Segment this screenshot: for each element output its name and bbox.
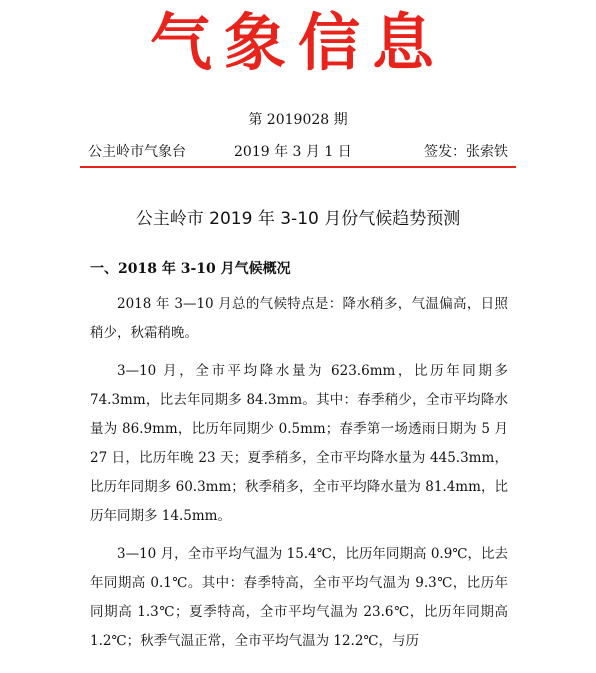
red-divider [80,166,516,168]
masthead-title: 气象信息 [149,6,446,79]
issue-number: 第 2019028 期 [248,112,348,128]
issuing-organization: 公主岭市气象台 [88,144,186,160]
document-title: 公主岭市 2019 年 3-10 月份气候趋势预测 [135,209,461,229]
issue-date: 2019 年 3 月 1 日 [234,144,352,160]
paragraph: 3—10 月，全市平均气温为 15.4℃，比历年同期高 0.9℃，比去年同期高 0.1℃。其中：春季特高，全市平均气温为 9.3℃，比历年同期高 1.3℃；夏季特高，全市平均气温为 23.6℃，比历年同期高 1.2℃；秋季气温正常，全市平均气温为 12.2℃，与历 [90,546,508,649]
section-body [90,290,508,665]
paragraph: 3—10 月，全市平均降水量为 623.6mm，比历年同期多 74.3mm，比去年同期多 84.3mm。其中：春季稍少，全市平均降水量为 86.9mm，比历年同期少 0.5mm；春季第一场透雨日期为 5 月 27 日，比历年晚 23 天；夏季稍多，全市平均降水量为 445.3mm，比历年同期多 60.3mm；秋季稍多，全市平均降水量为 81.4mm，比历年同期多 14.5mm。 [90,363,508,524]
signer: 签发：张索铁 [424,144,508,160]
section-heading: 一、2018 年 3-10 月气候概况 [90,261,291,277]
paragraph: 2018 年 3—10 月总的气候特点是：降水稍多，气温偏高，日照稍少，秋霜稍晚。 [90,296,508,341]
header-meta [88,141,508,163]
